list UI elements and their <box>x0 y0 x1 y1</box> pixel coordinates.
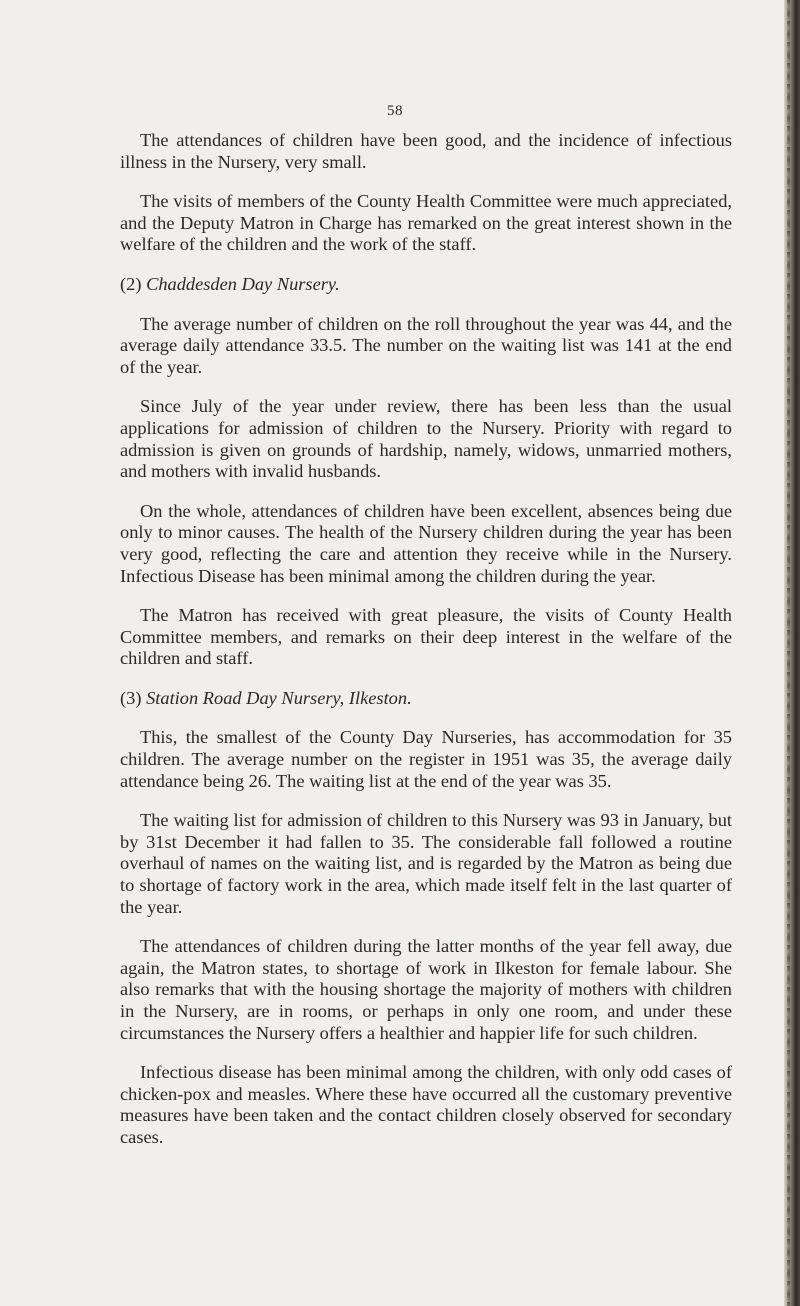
paragraph-infectious-disease: Infectious disease has been minimal among the children, with only odd cases of chicken-pox and measles. Where these have occurred all the customary preventive measures have been taken and the contact children closely observed for secondary cases. <box>120 1062 732 1147</box>
section-heading-chaddesden <box>120 274 732 296</box>
section-number: (2) <box>120 273 142 294</box>
scanned-page-edge <box>784 0 800 1306</box>
paragraph-roll-numbers: The average number of children on the roll throughout the year was 44, and the average daily attendance 33.5. The number on the waiting list was 141 at the end of the year. <box>120 313 732 377</box>
section-title: Chaddesden Day Nursery. <box>146 273 340 294</box>
page-number: 58 <box>387 103 403 119</box>
paragraph-health: On the whole, attendances of children have been excellent, absences being due only to minor causes. The health of the Nursery children during the year has been very good, reflecting the care and attention they receive while in the Nursery. Infectious Disease has been minimal among the children during the year. <box>120 500 732 586</box>
section-heading-station-road <box>120 688 732 710</box>
paragraph-committee-visits: The visits of members of the County Health Committee were much appreciated, and the Deputy Matron in Charge has remarked on the great interest shown in the welfare of the children and the work of the staff. <box>120 191 732 255</box>
paragraph-waiting-list: The waiting list for admission of children to this Nursery was 93 in January, but by 31st December it had fallen to 35. The considerable fall followed a routine overhaul of names on the waiting list, and is regarded by the Matron as being due to shortage of factory work in the area, which made itself felt in the last quarter of the year. <box>120 810 732 917</box>
paragraph-matron-remarks: The Matron has received with great pleasure, the visits of County Health Committee members, and remarks on their deep interest in the welfare of the children and staff. <box>120 605 732 669</box>
section-number: (3) <box>120 687 142 708</box>
paragraph-accommodation: This, the smallest of the County Day Nurseries, has accommodation for 35 children. The average number on the register in 1951 was 35, the average daily attendance being 26. The waiting list at the end of the year was 35. <box>120 727 732 791</box>
body-text <box>120 130 732 1167</box>
section-title: Station Road Day Nursery, Ilkeston. <box>146 687 412 708</box>
paragraph-attendances: The attendances of children have been good, and the incidence of infectious illness in the Nursery, very small. <box>120 130 732 172</box>
paragraph-admissions: Since July of the year under review, there has been less than the usual applications for admission of children to the Nursery. Priority with regard to admission is given on grounds of hardship, namely, widows, unmarried mothers, and mothers with invalid husbands. <box>120 396 732 482</box>
paragraph-latter-months: The attendances of children during the latter months of the year fell away, due again, the Matron states, to shortage of work in Ilkeston for female labour. She also remarks that with the housing shortage the majority of mothers with children in the Nursery, are in rooms, or perhaps in only one room, and under these circumstances the Nursery offers a healthier and happier life for such children. <box>120 936 732 1043</box>
